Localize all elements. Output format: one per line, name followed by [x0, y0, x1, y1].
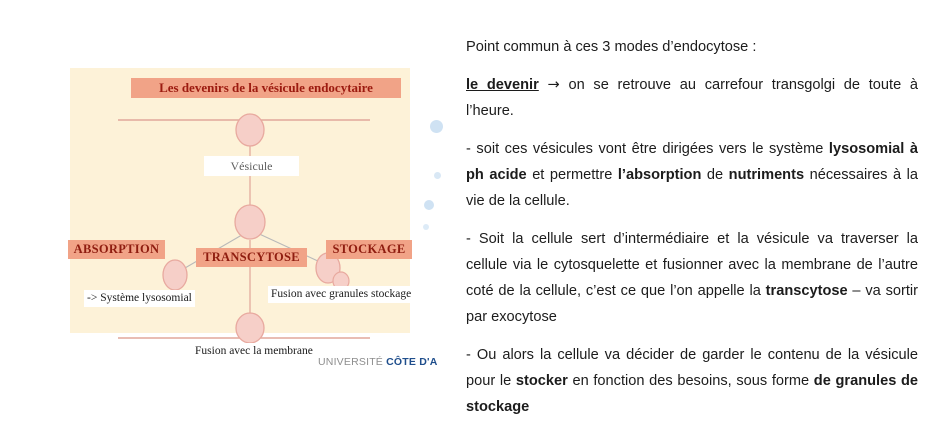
lyso-text-3: de — [701, 167, 729, 183]
decorative-dot-icon — [424, 200, 434, 210]
watermark-prefix: UNIVERSITÉ — [318, 356, 387, 368]
trans-text-1: - Soit la cellule sert d’intermédiaire et la vésicule va traverser la cellule via le cytosquelette et fusionner avec la membrane de l’autre coté de la cellule, c’est ce que l’on appelle la — [466, 231, 918, 299]
paragraph-stockage — [466, 342, 918, 420]
figure-panel — [0, 0, 460, 440]
lyso-bold-2: l’absorption — [617, 167, 702, 183]
vesicle-bottom — [236, 313, 264, 343]
paragraph-transcytose — [466, 226, 918, 330]
paragraph-devenir — [466, 72, 918, 124]
university-watermark — [318, 356, 438, 368]
decorative-dot-icon — [430, 120, 443, 133]
stock-text-1: - Ou alors la cellule va décider de garder le contenu de la vésicule pour le — [466, 347, 918, 389]
lyso-text-4: nécessaires à la vie de la cellule. — [466, 167, 918, 209]
trans-text-2: – va sortir par exocytose — [466, 283, 919, 325]
paragraph-intro: Point commun à ces 3 modes d’endocytose : — [466, 39, 757, 55]
caption-lysosomal: -> Système lysosomial — [84, 290, 195, 307]
vesicle-top — [236, 114, 264, 146]
trans-bold-1: transcytose — [765, 283, 848, 299]
decorative-dot-icon — [423, 224, 429, 230]
lecture-notes-text — [466, 34, 918, 420]
label-absorption: ABSORPTION — [68, 240, 165, 259]
figure-title: Les devenirs de la vésicule endocytaire — [131, 78, 401, 98]
devenir-heading: le devenir — [466, 77, 539, 93]
vesicle-absorption — [163, 260, 187, 290]
stock-text-2: en fonction des besoins, sous forme — [567, 373, 814, 389]
endocytosis-diagram — [0, 0, 460, 440]
lyso-text-1: - soit ces vésicules vont être dirigées vers le système — [466, 141, 829, 157]
decorative-dot-icon — [434, 172, 441, 179]
watermark-brand: CÔTE D'A — [386, 356, 438, 368]
lyso-bold-3: nutriments — [728, 167, 805, 183]
label-stockage: STOCKAGE — [326, 240, 412, 259]
caption-granules-stockage: Fusion avec granules stockage — [268, 286, 414, 303]
stock-bold-1: stocker — [515, 373, 568, 389]
arrow-icon: → — [547, 76, 560, 93]
vesicle-central — [235, 205, 265, 239]
paragraph-lysosomal — [466, 136, 918, 214]
lyso-bold-1: lysosomial à ph acide — [466, 141, 919, 183]
vesicle-label: Vésicule — [204, 156, 299, 176]
caption-fusion-membrane: Fusion avec la membrane — [192, 343, 316, 360]
label-transcytose: TRANSCYTOSE — [196, 248, 307, 267]
stock-bold-2: de granules de stockage — [466, 373, 919, 415]
lyso-text-2: et permettre — [526, 167, 618, 183]
devenir-rest: on se retrouve au carrefour transgolgi de toute à l’heure. — [466, 77, 919, 119]
